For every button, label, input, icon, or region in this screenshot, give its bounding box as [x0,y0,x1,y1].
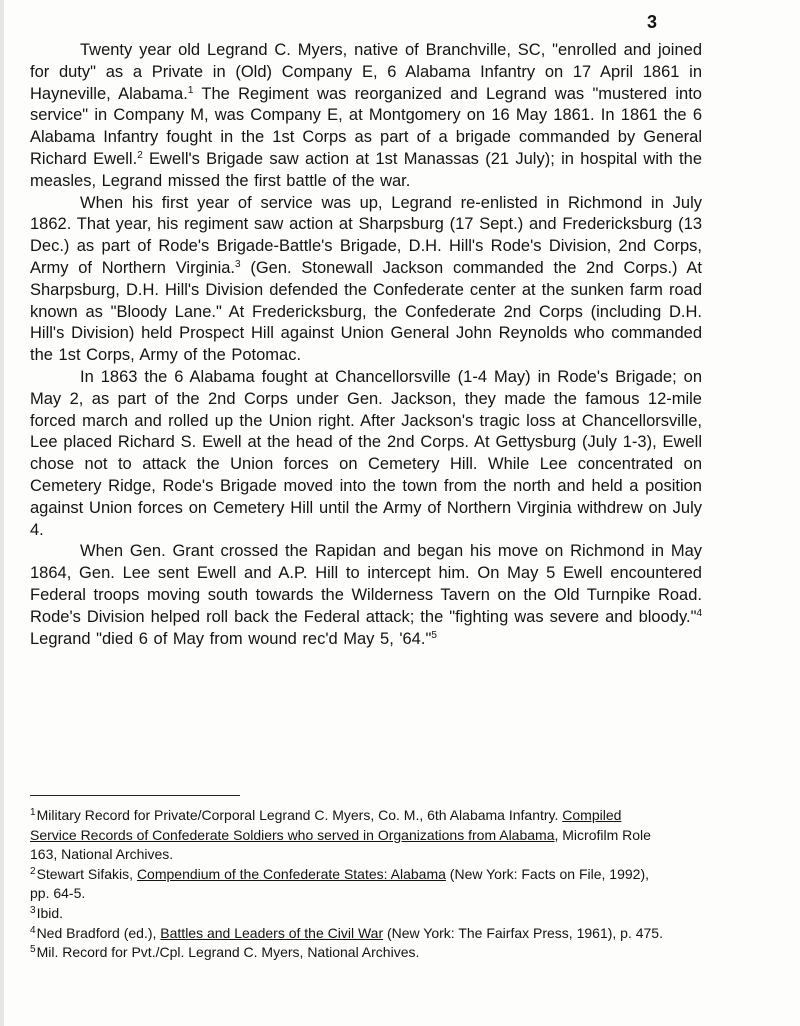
text-run: The Regiment was reorganized and Legrand was "mustered into service" in Company M, was Company E, at Montgomery on 16 May 1861. In 1861 the 6 Alabama Infantry fought in the 1st Corps as part of a brigade commanded by General Richard Ewell. [30,84,702,168]
footnote-separator [30,795,240,796]
text-run: (New York: The Fairfax Press, 1961), p. 475. [383,924,663,941]
footnote [30,924,670,944]
footnote-number: 1 [30,807,36,818]
body-text [30,40,702,650]
text-run: , Microfilm Role 163, National Archives. [30,826,651,863]
cited-title: Battles and Leaders of the Civil War [160,924,384,941]
paragraph [30,40,702,193]
footnote [30,865,670,904]
text-run: Military Record for Private/Corporal Legrand C. Myers, Co. M., 6th Alabama Infantry. [36,807,563,823]
footnote [30,806,670,865]
page-number: 3 [647,12,658,32]
cited-title: Compendium of the Confederate States: Alabama [136,865,446,882]
footnote-reference: 2 [137,149,143,161]
footnote-number: 3 [30,904,36,916]
text-run: When Gen. Grant crossed the Rapidan and began his move on Richmond in May 1864, Gen. Lee sent Ewell and A.P. Hill to intercept him. On May 5 Ewell encountered Federal troops moving south towards the Wilderness Tavern on the Old Turnpike Road. Rode's Division helped roll back the Federal attack; the "fighting was severe and bloody." [30,542,702,626]
footnote [30,904,670,924]
paragraph [30,193,702,367]
text-run: In 1863 the 6 Alabama fought at Chancellorsville (1-4 May) in Rode's Brigade; on May 2, as part of the 2nd Corps under Gen. Jackson, they made the famous 12-mile forced march and rolled up the Union right. After Jackson's tragic loss at Chancellorsville, Lee placed Richard S. Ewell at the head of the 2nd Corps. At Gettysburg (July 1-3), Ewell chose not to attack the Union forces on Cemetery Hill. While Lee concentrated on Cemetery Ridge, Rode's Brigade moved into the town from the north and held a position against Union forces on Cemetery Hill until the Army of Northern Virginia withdrew on July 4. [30,367,702,539]
text-run: (New York: Facts on File, 1992), pp. 64-5. [30,865,649,902]
text-run: Ibid. [36,904,64,921]
text-run: Ewell's Brigade saw action at 1st Manassas (21 July); in hospital with the measles, Legrand missed the first battle of the war. [30,149,702,190]
footnote-reference: 5 [431,629,437,641]
footnote-reference: 4 [696,607,702,619]
text-run: Mil. Record for Pvt./Cpl. Legrand C. Myers, National Archives. [36,944,420,961]
cited-title: Compiled Service Records of Confederate Soldiers who served in Organizations from Alabama [30,807,622,843]
footnote-number: 4 [30,924,36,936]
text-run: (Gen. Stonewall Jackson commanded the 2nd Corps.) At Sharpsburg, D.H. Hill's Division defended the Confederate center at the sunken farm road known as "Bloody Lane." At Fredericksburg, the Confederate 2nd Corps (including D.H. Hill's Division) held Prospect Hill against Union General John Reynolds who commanded the 1st Corps, Army of the Potomac. [30,258,702,365]
footnotes [30,806,670,963]
footnote-number: 2 [30,865,36,877]
text-run: Legrand "died 6 of May from wound rec'd May 5, '64." [30,629,432,648]
footnote-reference: 1 [187,84,194,96]
text-run: When his first year of service was up, Legrand re-enlisted in Richmond in July 1862. That year, his regiment saw action at Sharpsburg (17 Sept.) and Fredericksburg (13 Dec.) as part of Rode's Brigade-Battle's Brigade, D.H. Hill's Rode's Division, 2nd Corps, Army of Northern Virginia. [30,193,702,277]
paragraph [30,541,702,650]
footnote [30,943,670,963]
text-run: Ned Bradford (ed.), [36,924,161,941]
page-edge-shadow [0,0,4,1026]
footnote-reference: 3 [235,258,241,270]
footnote-number: 5 [30,944,36,956]
text-run: Stewart Sifakis, [36,865,137,882]
text-run: Twenty year old Legrand C. Myers, native of Branchville, SC, "enrolled and joined for duty" as a Private in (Old) Company E, 6 Alabama Infantry on 17 April 1861 in Hayneville, Alabama. [30,41,702,103]
paragraph [30,367,702,541]
